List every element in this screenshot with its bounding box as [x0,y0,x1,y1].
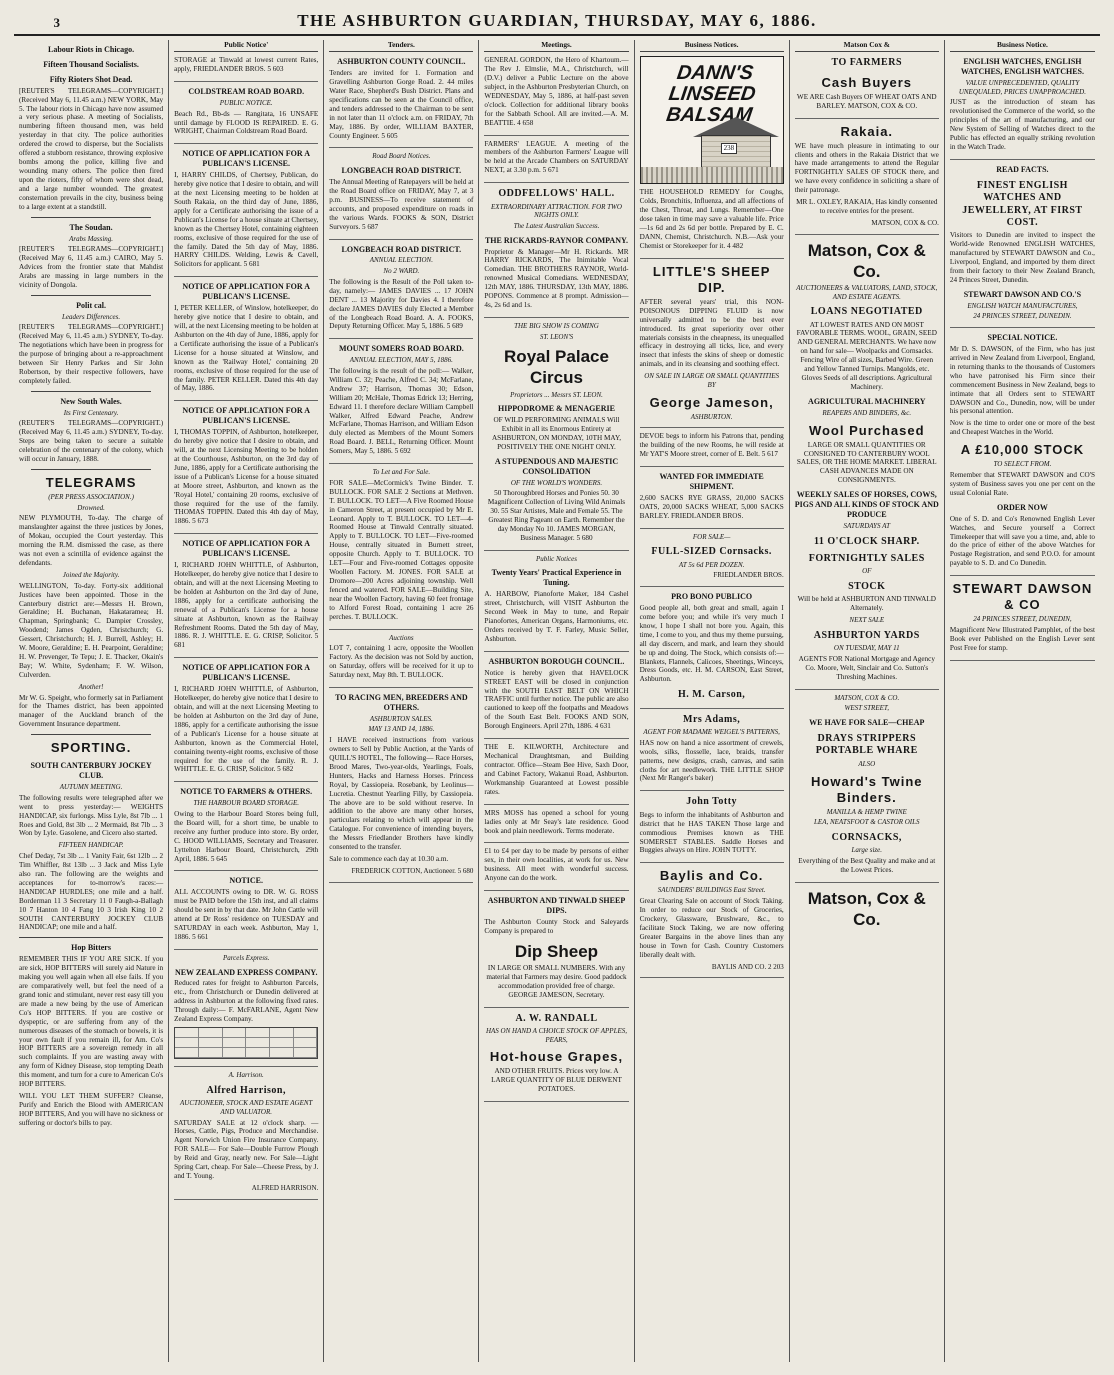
column-heading: Business Notices. [640,40,784,52]
ad-license-whittle-1: NOTICE OF APPLICATION FOR A PUBLICAN'S LICENSE. I, RICHARD JOHN WHITTLE, of Ashburton, Hotelkeeper, do hereby give notice that I desire to obtain, and will at the next Licensing Meeting to be holden at Ashburton on the 3rd day of June, 1886, apply for a certificate authorising the renewal of a Publican's License for a house situate at Ashburton, known as the Railway Refreshment Rooms. Dated the 5th day of May, 1886. R. J. WHITTLE. E. G. CRISP, Solicitor. 5 681 [174,539,318,658]
ad-lot-7: LOT 7, containing 1 acre, opposite the Woollen Factory. As the decision was not Sold by auction, on Saturday, offers will be received for it up to Saturday next, May 8th. T. BULLOCK. [329,644,473,688]
ad-matson-main: Matson, Cox & Co. AUCTIONEERS & VALUATORS, LAND, STOCK, AND ESTATE AGENTS. LOANS NEGOTIATED AT LOWEST RATES AND ON MOST FAVORABLE TERMS. WOOL, GRAIN, SEED AND GENERAL MERCHANTS. We have now on hand for sale— Woolpacks and Cornsacks. Fencing Wire of all sizes, Barbed Wire. Green and Yellow Tanned Turnips. Mangolds, etc. Gloves Seeds of all descriptions. Agricultural Machinery. AGRICULTURAL MACHINERY REAPERS AND BINDERS, &c. Wool Purchased LARGE OR SMALL QUANTITIES OR CONSIGNED TO CANTERBURY WOOL SALES, OR THE HOME MARKET. LIBERAL CASH ADVANCES MADE ON CONSIGNMENTS. WEEKLY SALES OF HORSES, COWS, PIGS AND ALL KINDS OF STOCK AND PRODUCE SATURDAYS AT 11 O'CLOCK SHARP. FORTNIGHTLY SALES OF STOCK Will be held at ASHBURTON AND TINWALD Alternately. NEXT SALE ASHBURTON YARDS ON TUESDAY, MAY 11 AGENTS FOR National Mortgage and Agency Co. Moore, Welt, Sinclair and Co. Sutton's Threshing Machines. [795,240,939,690]
section-road-board: Road Board Notices. [372,152,431,161]
ad-special-notice: SPECIAL NOTICE. Mr D. S. DAWSON, of the Firm, who has just arrived in New Zealand from Liverpool, England, in returning thanks to the thousands of Customers who have patronised his Firm since their commencement Business in New Zealand, begs to intimate that all Orders sent to STEWART DAWSON and Co., Dunedin, now, will be under his personal attention. Now is the time to order one or more of the best and Cheapest Watches in the World. A £10,000 STOCK TO SELECT FROM. Remember that STEWART DAWSON and CO'S system of Business saves you one per cent on the usual Colonial Rate. ORDER NOW One of S. D. and Co's Renowned English Lever Watches, and Secure yourself a Correct Timekeeper that will save you a time, and, able to do the price of either of the above Watches for Postage Registration, and send P.O.O. for amount payable to S. D. and Co Dunedin. [950,333,1095,576]
ad-devoe: DEVOE begs to inform his Patrons that, pending the building of the new Rooms, he will reside at Mr YAT'S Moore street, corner of E. Belt. 5 617 [640,432,784,467]
ad-read-facts: READ FACTS. FINEST ENGLISH WATCHES AND JEWELLERY, AT FIRST COST. Visitors to Dunedin are invited to inspect the World-wide Renowned ENGLISH WATCHES, manufactured by STEWART DAWSON and Co., Liverpool, England, and imported by them direct from their factory to their New Zealand Branch, 24 Princes Street, Dunedin. STEWART DAWSON AND CO.'S ENGLISH WATCH MANUFACTURES, 24 PRINCES STREET, DUNEDIN. [950,165,1095,328]
ad-oddfellows: ODDFELLOWS' HALL. EXTRAORDINARY ATTRACTION. FOR TWO NIGHTS ONLY. The Latest Australian Success. THE RICKARDS-RAYNOR COMPANY. Proprietor & Manager—Mr H. Rickards. MR HARRY RICKARDS, The Inimitable Vocal Comedian. THE BROTHERS RAYNOR, World-renowned Musical Comedians. WEDNESDAY, 12th MAY, 1886. THURSDAY, 13th MAY, 1886. POPONS. Commence at 8 prompt. Admission—4s, 2s 6d and 1s. [484,188,628,318]
headline-chicago: Labour Riots in Chicago. [48,45,135,54]
ad-longbeach-meeting: LONGBEACH ROAD DISTRICT. The Annual Meeting of Ratepayers will be held at the Road Board office on FRIDAY, May 7, at 3 p.m. BUSINESS—To receive statement of accounts, and proposed expenditure on roads in the various Wards. FOOKS & SON, District Surveyors. 5 687 [329,166,473,239]
ad-randall: A. W. RANDALL HAS ON HAND A CHOICE STOCK OF APPLES, PEARS, Hot-house Grapes, AND OTHER FRUITS. Prices very low. A LARGE QUANTITY OF BLUE DERWENT POTATOES. [484,1013,628,1103]
ad-wanted-shipment: WANTED FOR IMMEDIATE SHIPMENT. 2,600 SACKS RYE GRASS, 20,000 SACKS OATS, 20,000 SACKS WHEAT, 5,000 SACKS BARLEY. FRIEDLANDER BROS. [640,472,784,529]
ad-balsam: THE HOUSEHOLD REMEDY for Coughs, Colds, Bronchitis, Influenza, and all affections of the Chest, Throat, and Lungs. Remember—One dose taken in time may save a valuable life. Price—1s 6d and 2s 6d per bottle. Prepared by E. C. DANN, Chemist, Christchurch. N.B.—Ask your Chemist or Storekeeper for it. 4 482 [640,188,784,258]
column-7 [945,40,1100,1362]
ad-storage: STORAGE at Tinwald at lowest current Rates, apply, FRIEDLANDER BROS. 5 603 [174,56,318,82]
article-handicap: Chef Deday, 7st 3lb ... 1 Vanity Fair, 6st 12lb ... 2 Tim Whiffler, 8st 13lb ... 3 Jack and Miss Lyle also ran. The following are the weights and acceptances for to-morrow's races:— HANDICAP HURDLES; one mile and a half. Borderman 11 3 Secretary 11 0 Faugh-a-Ballagh 10 7 Hanton 10 4 Fang 10 3 Irish King 10 2 SOUTH CANTERBURY JOCKEY CLUB HANDICAP; one mile and a half. [19,852,164,932]
ad-express-company: Parcels Express. NEW ZEALAND EXPRESS COMPANY. Reduced rates for freight to Ashburton Parcels, etc., from Christchurch or Dunedin delivered at address in Ashburton at the following fixed rates. Through daily:— F. McFARLANE, Agent New Zealand Express Company. [174,954,318,1067]
column-5 [635,40,790,1362]
column-heading: Public Notice' [174,40,318,52]
ad-hop-bitters: REMEMBER THIS IF YOU ARE SICK. If you are sick, HOP BITTERS will surely aid Nature in making you well again when all else fails. If you are comparatively well, but feel the need of a grand tonic and stimulant, never rest easy till you are made a new being by the use of American Co's HOP BITTERS. If you are costive or dyspeptic, or are suffering from any of the numerous diseases of the stomach or bowels, it is your own fault if you remain ill, for Am. Co's HOP BITTERS are a sovereign remedy in all such complaints. If you are wasting away with any form of Kidney Disease, stop tempting Death this moment, and turn for a cure to American Co's HOP BITTERS. [19,955,164,1089]
ad-farmers-league: FARMERS' LEAGUE. A meeting of the members of the Ashburton Farmers' League will be held at the Arcade Chambers on SATURDAY NEXT, at 3.30 p.m. 5 671 [484,140,628,184]
subhead-drowned: Drowned. [77,503,105,512]
ad-license-whittle-2: NOTICE OF APPLICATION FOR A PUBLICAN'S LICENSE. I, RICHARD JOHN WHITTLE, of Ashburton, Hotelkeeper, do hereby give notice that I desire to obtain, and will at the next Licensing Meeting to be holden at Ashburton on the 3rd day of June, 1886, apply for a certificate authorising the issue of a Publican's License for a house situate at Ashburton, known as the Commercial Hotel, containing twenty-eight rooms, exclusive of those required for the use of the family. R. J. WHITTLE. E. G. CRISP, Solicitor. 5 682 [174,663,318,782]
ad-license-childs: NOTICE OF APPLICATION FOR A PUBLICAN'S LICENSE. I, HARRY CHILDS, of Chertsey, Publican, do hereby give notice that I desire to obtain, and will at the next Licensing meeting to be holden at South Rakaia, on the third day of June, 1886, apply for a Certificate authorising the issue of a Publican's License for a house situate at Chertsey, known as the Chertsey Hotel, containing eighteen rooms, exclusive of those required for the use of the family. Dated the 5th day of May, 1886. HARRY CHILDS. Welding, Lewis & Cavell, Solicitors for applicant. 5 681 [174,149,318,277]
express-rate-table [174,1027,318,1059]
ad-borough-council: ASHBURTON BOROUGH COUNCIL. Notice is hereby given that HAVELOCK STREET EAST will be closed in conjunction with the SOUTH EAST BELT ON WHICH TRAFFIC until further notice. The public are also cautioned to keep off the footpaths and Meadows of the South East Belt. FOOKS AND SON, Borough Engineers. April 27th, 1886. 4 631 [484,657,628,739]
ad-harrison: A. Harrison. Alfred Harrison, AUCTIONEER, STOCK AND ESTATE AGENT AND VALUATOR. SATURDAY SALE at 12 o'clock sharp. —Horses, Cattle, Pigs, Produce and Merchandise. Agent Norwich Union Fire Insurance Company. FOR SALE— For Sale—Double Furrow Plough by Reid and Gray, nearly new. For Sale—Light Spring Cart, cheap. For Sale—Cheese Press, by J. and T. Young. ALFRED HARRISON. [174,1071,318,1200]
subhead-socialists: Fifteen Thousand Socialists. [43,59,139,69]
newspaper-title: THE ASHBURTON GUARDIAN, THURSDAY, MAY 6, 1886. [297,11,817,30]
column-3 [324,40,479,1362]
linseed-balsam-illustration: DANN'S LINSEED BALSAM 238 [640,56,784,184]
ad-coldstream: COLDSTREAM ROAD BOARD. PUBLIC NOTICE. Beach Rd., Bb-ds — Rangitata, 16 UNSAFE until damage by FLOOD IS REPAIRED. E. G. WRIGHT, Chairman Coldstream Road Board. [174,87,318,144]
column-heading: Meetings. [484,40,628,52]
subhead-centenary: Its First Centenary. [63,408,119,417]
section-public-notices: Public Notices [535,554,577,563]
subhead-rioters: Fifty Rioters Shot Dead. [49,74,133,84]
article-race-results: The following results were telegraphed after we went to press yesterday:— WEIGHTS HANDICAP, six furlongs. Miss Lyle, 8st 7lb ... 1 Roes and Gold, 8st 3lb ... 2 Mermaid, 8st 7lb ... 3 Won by Lyle. Gasolene, and Cicero also started. [19,793,164,838]
ad-sheep-dips: ASHBURTON AND TINWALD SHEEP DIPS. The Ashburton County Stock and Saleyards Company is prepared to Dip Sheep IN LARGE OR SMALL NUMBERS. With any material that Farmers may desire. Good paddock accommodation provided free of charge. GEORGE JAMESON, Secretary. [484,896,628,1007]
balsam-brand-lettering: DANN'S LINSEED BALSAM [664,62,757,127]
ad-notice-ross: NOTICE. ALL ACCOUNTS owing to DR. W. G. ROSS must be PAID before the 15th inst, and all claims should be sent in by that date. Mr John Cattle will attend at Dr Ross' residence on TUESDAY and SATURDAY in each week. Ashburton, May 1, 1886. 5 661 [174,876,318,949]
subhead-arabs: Arabs Massing. [69,234,114,243]
ad-mount-somers: MOUNT SOMERS ROAD BOARD. ANNUAL ELECTION, MAY 5, 1886. The following is the result of the poll:— Walker, William C. 32; Peache, Alfred C. 34; McFarlane, Andrew 37; Harrison, Thomas 30; Edson, William 20; McHale, Thomas Edrick 13; Herring, Edward 11. I therefore declare William Campbell Walker, Alfred Edward Peache, Andrew McFarlane, Thomas Harrison, and William Edson duly elected as Members of the Mount Somers Road Board. J. BELL, Returning Officer. Mount Somers, May 5, 1886. 5 692 [329,344,473,464]
article-drowned: NEW PLYMOUTH, To-day. The charge of manslaughter against the three justices by Jones, of Mokau, occupied the Court yesterday. This morning the R.M. dismissed the case, as there was not even a scintilla of evidence against the defendants. [19,514,164,568]
headline-hop-bitters: Hop Bitters [71,943,111,953]
article-chicago: [REUTER'S TELEGRAMS—COPYRIGHT.] (Received May 6, 11.45 a.m.) NEW YORK, May 5. The labour riots in Chicago have now assumed a very serious phase. A meeting of Socialists, numbering fifteen thousand men, was held yesterday in that city. The police authorities ordered the crowd to disperse, but the Socialists offered a stubborn resistance, throwing explosive bombs among the police, killing five and wounding many others. The police then fired upon the rioters, fifty of whom were shot dead, and a large number wounded. The greatest consternation prevails in the city, business being to a large extent at a standstill. [19,86,164,211]
ad-earnings: £1 to £4 per day to be made by persons of either sex, in their own localities, at work for us. New business. All meet with wonderful success. Anyone can do the work. [484,847,628,891]
matson-footer: Matson, Cox & Co. [807,888,926,930]
column-6 [790,40,945,1362]
ad-stewart-dawson: STEWART DAWSON & CO 24 PRINCES STREET, DUNEDIN, Magnificent New Illustrated Pamphlet, of the best Book ever Published on the English Lever sent Post Free for stamp. [950,581,1095,661]
ad-mrs-adams: Mrs Adams, AGENT FOR MADAME WEIGEL'S PATTERNS, HAS now on hand a nice assortment of crewels, wools, silks, flosselle, lace, braids, transfer patterns, new designs, crash, canvas, and satin cloths for art needlework. THE LITTLE SHOP (Next Mr Ranger's baker) [640,714,784,792]
ad-baylis: Baylis and Co. SAUNDERS' BUILDINGS East Street. Great Clearing Sale on account of Stock Taking. In order to reduce our Stock of Groceries, Crockery, Glassware, Brushware, &c., to facilitate Stock Taking, we are now offering Greater Bargains in the above lines than any house in Town for Cash. Country Customers liberally dealt with. BAYLIS AND CO. 2 203 [640,868,784,978]
ad-longbeach-election: LONGBEACH ROAD DISTRICT. ANNUAL ELECTION. No 2 WARD. The following is the Result of the Poll taken to-day, namely:— JAMES DAVIES ... 17 JOHN DENT ... 13 Majority for Davies 4. I therefore declare JAMES DAVIES duly Elected a Member of the Longbeach Road Board. A. A. FOOKS, Deputy Returning Officer. May 5, 1886. 5 689 [329,245,473,340]
columns [14,40,1100,1362]
ad-to-farmers: TO FARMERS Cash Buyers WE ARE Cash Buyers OF WHEAT OATS AND BARLEY. MATSON, COX & CO. [795,57,939,118]
ad-harbow-piano: Twenty Years' Practical Experience in Tuning. A. HARBOW, Pianoforte Maker, 184 Cashel street, Christchurch, will VISIT Ashburton the Second Week in May to tune, and Repair Pianofortes, American Organs, Harmoniums, etc. Orders received by T. F. Farley, Music Seller, Ashburton. [484,568,628,651]
ad-cornsacks: FOR SALE— FULL-SIZED Cornsacks. AT 5s 6d PER DOZEN. FRIEDLANDER BROS. [640,533,784,587]
ad-john-totty: John Totty Begs to inform the inhabitants of Ashburton and district that he HAS TAKEN Those large and commodious Premises known as THE SOMERSET STABLES. Saddle Horses and Buggies always on Hire. JOHN TOTTY. [640,796,784,863]
section-to-let: To Let and For Sale. [372,468,431,477]
section-auctions: Auctions [389,633,414,642]
subhead-leaders: Leaders Differences. [62,312,121,321]
article-speight: Mr W. G. Speight, who formerly sat in Parliament for the Thames district, has been appointed manager of the Auckland branch of the Government Insurance department. [19,693,164,729]
ad-license-keller: NOTICE OF APPLICATION FOR A PUBLICAN'S LICENSE. I, PETER KELLER, of Winslow, hotelkeeper, do hereby give notice that I desire to obtain, and will, at the next Licensing meeting to be holden at Ashburton on the 4th day of June, 1886, apply for a Certificate authorising the issue of a Publican's License for a house situated at Winslow, and known as the 'Railway Hotel,' containing 20 rooms, exclusive of those required for the use of the family. PETER KELLER. Dated this 4th day of May, 1886. [174,282,318,401]
ad-gordon-lecture: GENERAL GORDON, the Hero of Khartoum.—The Rev J. Elmslie, M.A., Christchurch, will (D.V.) deliver a Public Lecture on the above subject, in the Ashburton Presbyterian Church, on WEDNESDAY, May 5, 1886, at half-past seven o'clock. Collection for additional library books for the Sabbath School. All are invited.—A. M. BEATTIE. 4 658 [484,56,628,135]
article-justices: WELLINGTON, To-day. Forty-six additional Justices have been appointed. Those in the Canterbury district are:—Messrs H. Brown, Geraldine; H. Buchanan, Hakataramea; H. Chapman, Springbank; C. Dampier Crossley, Woodend; James Ogden, Christchurch; G. Gessert, Christchurch; H. J. Burrell, Ashley; H. W. Moore, Geraldine; E. H. Pearpoint, Geraldine; H. W. Prevenger, Te Tepu; J. E. Thacker, Okain's Bay; W. White, Sydenham; F. W. Wilson, Culverden. [19,581,164,679]
subhead-jockey-club: SOUTH CANTERBURY JOCKEY CLUB. [30,761,152,781]
ad-pro-bono: PRO BONO PUBLICO Good people all, both great and small, again I come before you; and while it's very much I know, I hope I shall not bore you. Again, this time, I come to you, and thus my theme pursuing, all day discern, and mark, and learn they should be up and doing. The Stock, which consists of:— Blankets, Flannels, Calicoes, Sheetings, Winceys, Dress Goods, etc. H. M. CARSON, East Street, Ashburton. H. M. Carson, [640,592,784,709]
column-4 [479,40,634,1362]
page-number: 3 [53,15,60,30]
column-heading: Matson Cox & [795,40,939,52]
subhead-fifteen-handicap: FIFTEEN HANDICAP. [58,841,124,850]
masthead [14,8,1100,36]
ad-kilworth: THE E. KILWORTH, Architecture and Mechanical Draughtsman, and Building contractor. Office—Steam Bee Hive, Saxh Door, and Cabinet Factory, Wakanui Road, Ashburton. Workmanship Guaranteed at Lowest possible rates. [484,743,628,805]
subhead-autumn: AUTUMN MEETING. [59,783,123,792]
ad-english-watches: ENGLISH WATCHES, ENGLISH WATCHES, ENGLISH WATCHES. VALUE UNPRECEDENTED, QUALITY UNEQUALED, PRICES UNAPPROACHED. JUST as the introduction of steam has revolutionised the Commerce of the world, so the principles of the art of manufacturing, and our New System of Selling of Watches direct to the Public has effected an equally striking revolution in the Watch Trade. [950,57,1095,160]
ad-license-toppin: NOTICE OF APPLICATION FOR A PUBLICAN'S LICENSE. I, THOMAS TOPPIN, of Ashburton, hotelkeeper, do hereby give notice that I desire to obtain, and will, at the next Licensing Meeting to be holden at the Courthouse, Ashburton, on the 3rd day of June, 1886, apply for a Certificate authorising the issue of a Publican's License for a house situated at Moore street, Ashburton, and known as the 'Royal Hotel,' containing 20 rooms, exclusive of those required for the use of the family. THOMAS TOPPIN. Dated this 4th day of May, 1886. 5 673 [174,406,318,534]
subhead-another: Another! [78,682,104,691]
ad-racing-men: TO RACING MEN, BREEDERS AND OTHERS. ASHBURTON SALES. MAY 13 AND 14, 1886. I HAVE received instructions from various owners to Sell by Public Auction, at the Yards of QUILL'S HOTEL, The following— Race Horses, Brood Mares, Two-year-olds, Yearlings, Foals, Hunters, Hacks and Harness Horses. Princess Royal, by Cassiopeia. Rosebank, by Leolinus—Lucretia. Chestnut Yearling Filly, by Cassiopeia. The above are to be sold without reserve. In addition to the above are many other horses, particulars relating to which will appear in the Catalogue. For convenience of intending buyers, the Messrs Friedlander Brothers have kindly consented to the transfer. Sale to commence each day at 10.30 a.m. FREDERICK COTTON, Auctioneer. 5 680 [329,693,473,883]
ad-rakaia: Rakaia. WE have much pleasure in intimating to our clients and others in the Rakaia District that we have made arrangements to attend the Regular FORTNIGHTLY SALES OF STOCK there, and we have every confidence in soliciting a share of their patronage. MR L. OXLEY, RAKAIA, Has kindly consented to receive entries for the present. MATSON, COX & CO. [795,124,939,235]
headline-political: Polit cal. [76,300,106,310]
ad-mrs-moss: MRS MOSS has opened a school for young ladies only at Mr Seay's late residence. Good book and plain needlework. Terms moderate. [484,809,628,844]
ad-circus: THE BIG SHOW IS COMING ST. LEON'S Royal Palace Circus Proprietors ... Messrs ST. LEON. HIPPODROME & MENAGERIE OF WILD PERFORMING ANIMALS Will Exhibit in all its Enormous Entirety at ASHBURTON, ON MONDAY, 10TH MAY, POSITIVELY THE ONE NIGHT ONLY. A STUPENDOUS AND MAJESTIC CONSOLIDATION OF THE WORLD'S WONDERS. 50 Thoroughbred Horses and Ponies 50. 30 Magnificent Collection of Living Wild Animals 30. 55 Star Artistes, Male and Female 55. The Greatest Ring Pageant on Earth. Remember the day Monday No 10. JAMES MORGAN, Business Manager. 5 680 [484,322,628,551]
headline-telegrams: TELEGRAMS [45,475,137,491]
column-heading: Business Notice. [950,40,1095,52]
ad-matson-west-street: MATSON, COX & CO. WEST STREET, WE HAVE FOR SALE—CHEAP DRAYS STRIPPERS PORTABLE WHARE ALSO Howard's Twine Binders. MANILLA & HEMP TWINE LEA, NEATSFOOT & CASTOR OILS CORNSACKS, Large size. Everything of the Best Quality and make and at the Lowest Prices. [795,694,939,883]
subhead-majority: Joined the Majority. [62,571,120,580]
column-1 [14,40,169,1362]
ad-hop-bitters-tail: WILL YOU LET THEM SUFFER? Cleanse, Purify and Enrich the Blood with AMERICAN HOP BITTERS, And you will have no sickness or suffering or doctor's bills to pay. [19,1092,164,1127]
article-nsw: (REUTER'S TELEGRAMS—COPYRIGHT.) (Received May 6, 11.45 a.m.) SYDNEY, To-day. Steps are being taken to secure a suitable celebration of the centenary of the colony, which will occur in January, 1888. [19,419,164,464]
ad-bullock-listings: FOR SALE—McCormick's Twine Binder. T. BULLOCK. FOR SALE 2 Sections at Methven. T. BULLOCK. TO LET—A Five Roomed House in Cameron Street, at present occupied by Mr E. Leonard. Apply to T. BULLOCK. TO LET—4-Roomed House at Tinwald Centrally situated. Apply to T. BULLOCK. TO LET—Five-roomed House, centrally situated in Burnett street, opposite Church. Apply to T. BULLOCK. TO LET—Four and Five-roomed Cottages opposite Woollen Factory. M. JONES. FOR SALE at Dromore—200 Acres adjoining township. Well fenced and watered. FOR SALE—Building Site, near the Woollen Factory, having 60 feet frontage to Alford Forest Road, containing 1 acre 26 perches. T. BULLOCK. [329,479,473,630]
headline-sporting: SPORTING. [50,740,132,756]
headline-nsw: New South Wales. [60,396,122,406]
article-soudan: [REUTER'S TELEGRAMS—COPYRIGHT.] (Received May 6, 11.45 a.m.) CAIRO, May 5. Advices from the frontier state that Mahdist Arabs are massing in large numbers in the vicinity of Dongola. [19,245,164,289]
column-2 [169,40,324,1362]
headline-soudan: The Soudan. [69,222,113,232]
ad-harbour-board: NOTICE TO FARMERS & OTHERS. THE HARBOUR BOARD STORAGE. Owing to the Harbour Board Stores being full, the Board will, for a short time, be unable to receive any further produce into store. By order, C. HOOD WILLIAMS, Secretary and Treasurer. Lyttelton Harbour Board, Christchurch, 29th April, 1886. 5 645 [174,787,318,871]
column-heading: Tenders. [329,40,473,52]
subhead-press-association: (PER PRESS ASSOCIATION.) [48,493,134,502]
article-political: [REUTER'S TELEGRAMS—COPYRIGHT.] (Received May 6, 11.45 a.m.) SYDNEY, To-day. The negotiations which have been in progress for the purpose of bringing about a re-approachment between Sir Henry Parkes and Sir John Robertson, by their respective followers, have completely failed. [19,323,164,385]
ad-sheep-dip: LITTLE'S SHEEP DIP. AFTER several years' trial, this NON-POISONOUS DIPPING FLUID is now universally admitted to be the best ever introduced. Its great superiority over other materials consists in the cheapness, its unequalled efficacy in destroying all ticks, lice, and every insect that infests the skins of sheep or domestic animals, and in its cleansing and soothing effect. ON SALE IN LARGE OR SMALL QUANTITIES BY George Jameson, ASHBURTON. [640,264,784,429]
ad-county-council: ASHBURTON COUNTY COUNCIL. Tenders are invited for 1. Formation and Gravelling Ashburton Gorge Road. 2. 44 miles Water Race, Shepherd's Bush District. Plans and specifications can be seen at the Council office, and tenders addressed to the Chairman to be sent in not later than 11 o'clock a.m. on FRIDAY, 7th May, 1886. By order, WILLIAM BAXTER, County Engineer. 5 605 [329,57,473,148]
